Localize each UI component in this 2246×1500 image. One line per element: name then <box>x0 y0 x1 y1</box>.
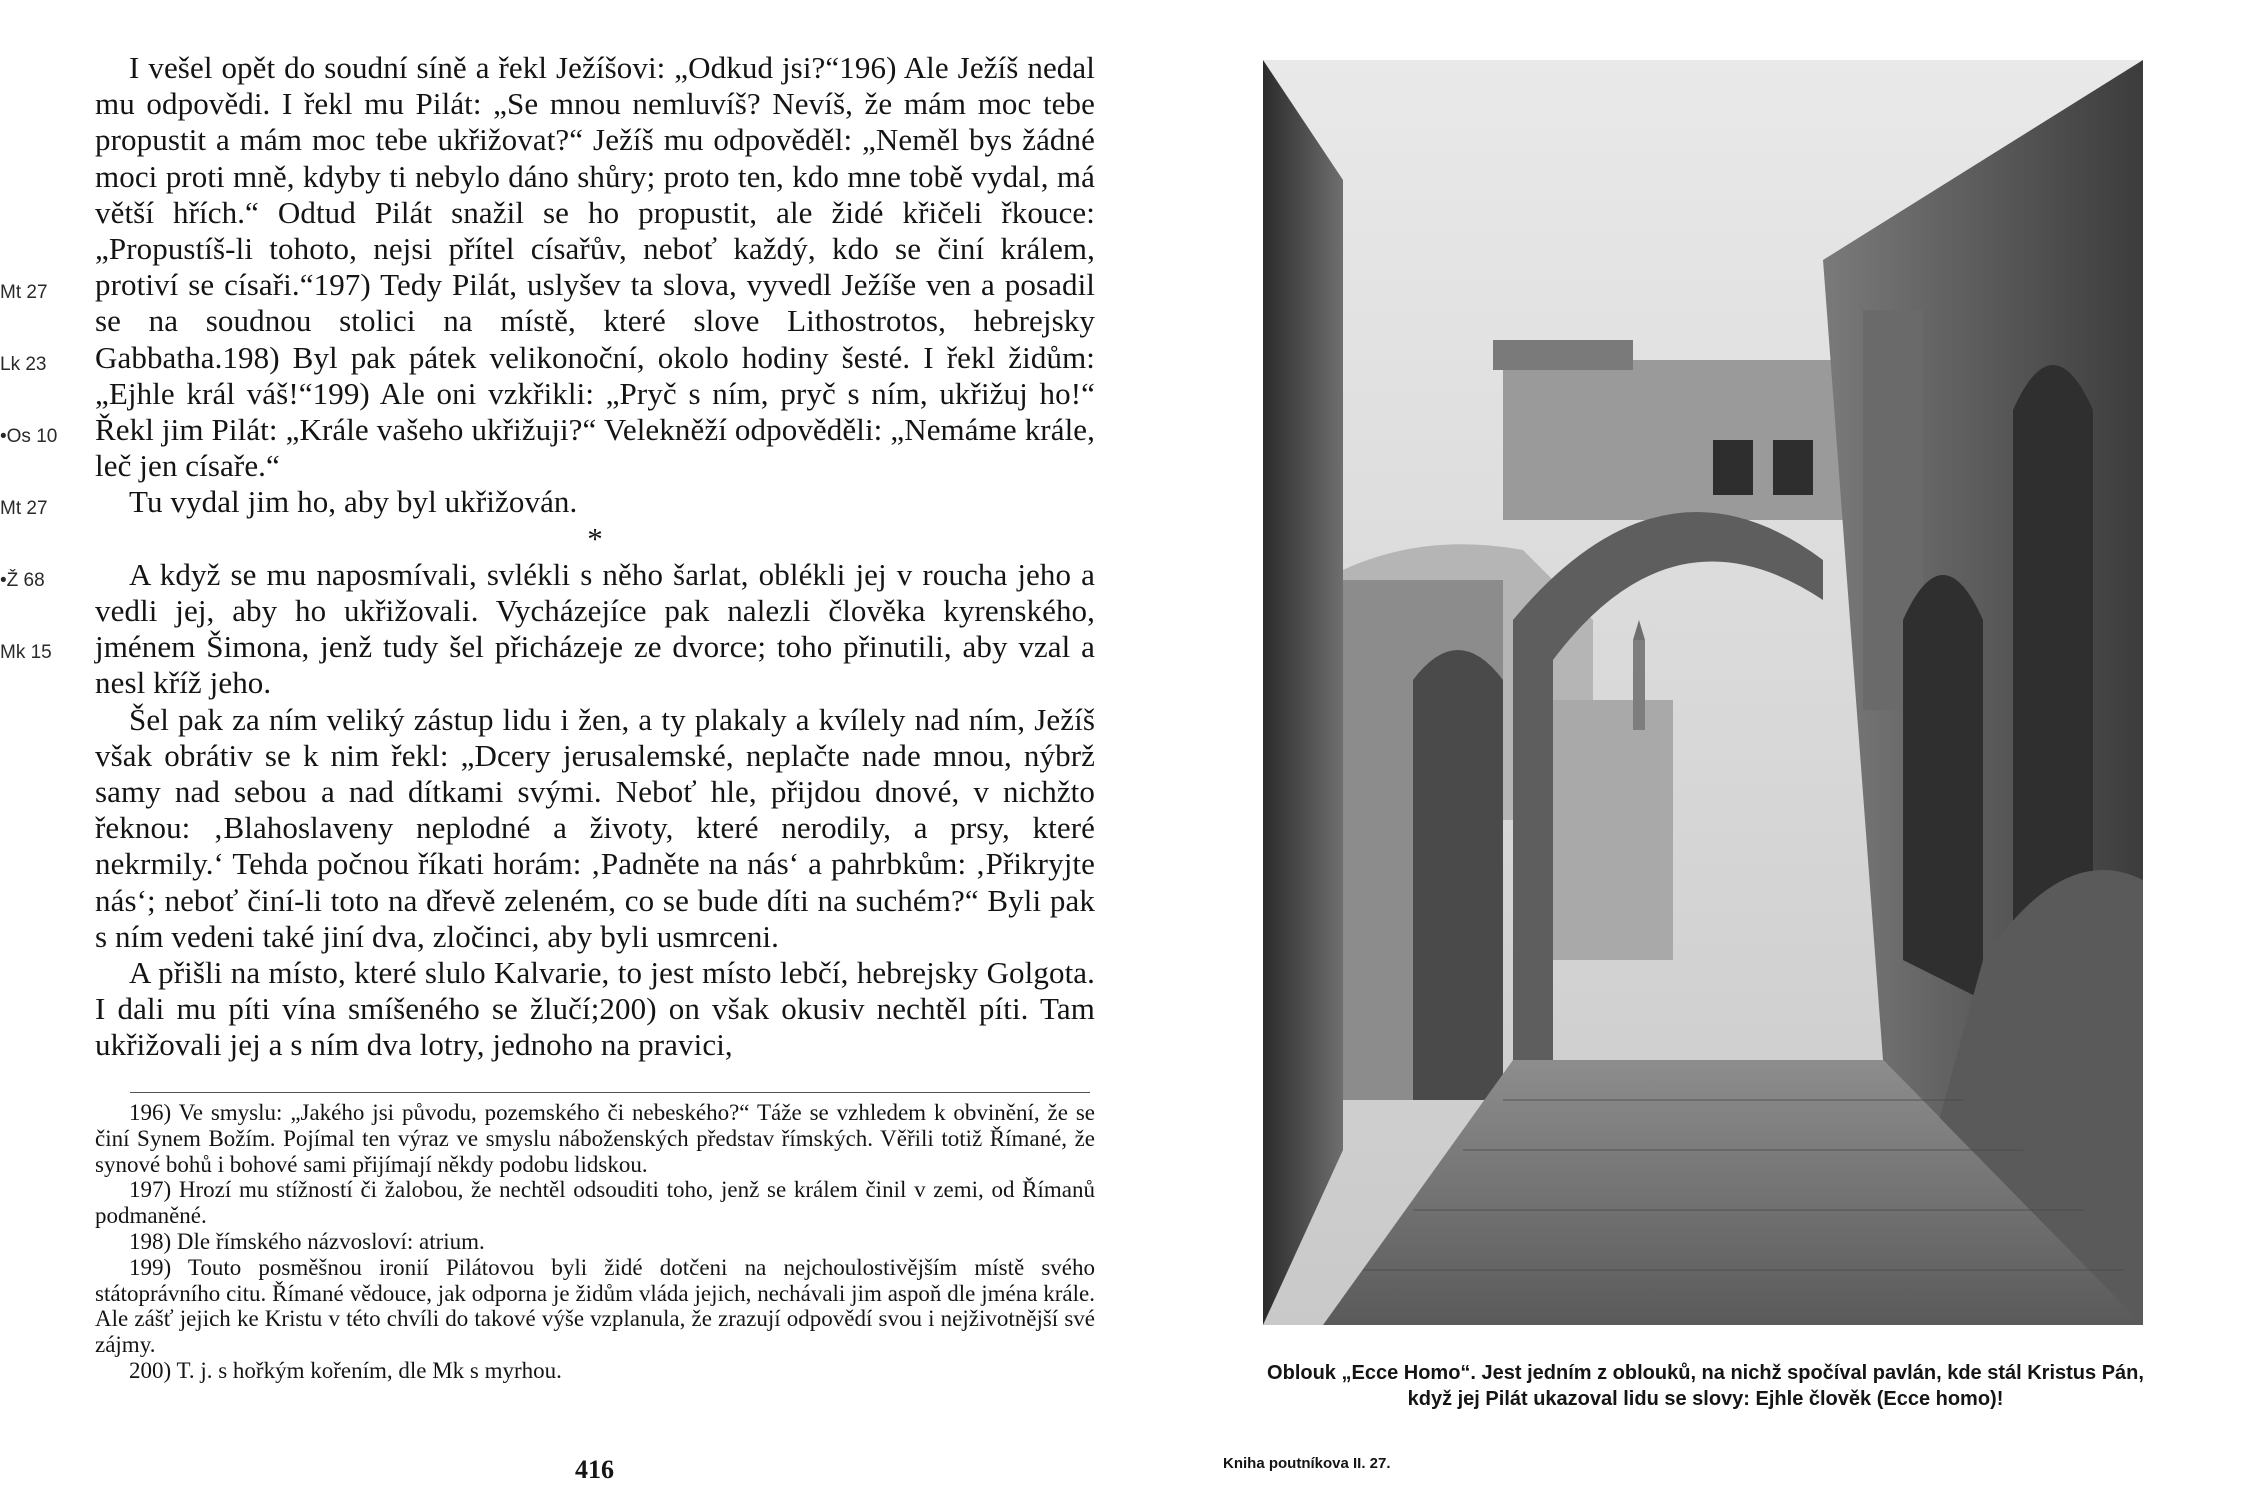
page-number: 416 <box>575 1455 614 1484</box>
street-photo-illustration <box>1263 60 2143 1325</box>
right-page <box>1123 0 2246 1500</box>
section-separator: * <box>587 520 603 556</box>
margin-ref-os10: •Os 10 <box>0 426 58 447</box>
paragraph: Šel pak za ním veliký zástup lidu i žen, a ty plakaly a kvílely nad ním, Ježíš však obrátiv se k nim řekl: „Dcery jerusalemské, neplačte nade mnou, nýbrž samy nad sebou a nad dítkami svými. Neboť hle, přijdou dnové, v nichžto řeknou: ‚Blahoslaveny neplodné a životy, které nerodily, a prsy, které nekrmily.‘ Tehda počnou říkati horám: ‚Padněte na nás‘ a pahrbkům: ‚Přikryjte nás‘; neboť činí-li toto na dřevě zeleném, co se bude díti na suchém?“ Byli pak s ním vedeni také jiní dva, zločinci, aby byli usmrceni. <box>95 701 1095 954</box>
paragraph: A přišli na místo, které slulo Kalvarie, to jest místo lebčí, hebrejsky Golgota. I dali mu píti vína smíšeného se žlučí;200) on však okusiv nechtěl píti. Tam ukřižovali jej a s ním dva lotry, jednoho na pravici, <box>95 955 1095 1063</box>
footnote: 196) Ve smyslu: „Jakého jsi původu, pozemského či nebeského?“ Táže se vzhledem k obvinění, že se činí Synem Božím. Pojímal ten výraz ve smyslu náboženských představ římských. Věřili totiž Římané, že synové bohů i bohové sami přijímají někdy podobu lidskou. <box>95 1100 1095 1177</box>
footnote: 197) Hrozí mu stížností či žalobou, že nechtěl odsouditi toho, jenž se králem činil v zemi, od Římanů podmaněné. <box>95 1177 1095 1229</box>
paragraph: I vešel opět do soudní síně a řekl Ježíšovi: „Odkud jsi?“196) Ale Ježíš nedal mu odpovědi. I řekl mu Pilát: „Se mnou nemluvíš? Nevíš, že mám moc tebe propustit a mám moc tebe ukřižovat?“ Ježíš mu odpověděl: „Neměl bys žádné moci proti mně, kdyby ti nebylo dáno shůry; proto ten, kdo mne tobě vydal, má větší hřích.“ Odtud Pilát snažil se ho propustit, ale židé křičeli řkouce: „Propustíš-li tohoto, nejsi přítel císařův, neboť každý, kdo se činí králem, protiví se císaři.“197) Tedy Pilát, uslyšev ta slova, vyvedl Ježíše ven a posadil se na soudnou stolici na místě, které slove Lithostrotos, hebrejsky Gabbatha.198) Byl pak pátek velikonoční, okolo hodiny šesté. I řekl židům: „Ejhle král váš!“199) Ale oni vzkřikli: „Pryč s ním, pryč s ním, ukřižuj ho!“ Řekl jim Pilát: „Krále vašeho ukřižuji?“ Velekněží odpověděli: „Nemáme krále, leč jen císaře.“ <box>95 50 1095 484</box>
photo-caption: Oblouk „Ecce Homo“. Jest jedním z oblouků, na nichž spočíval pavlán, kde stál Kristus Pán, když jej Pilát ukazoval lidu se slovy: Ejhle člověk (Ecce homo)! <box>1267 1362 2144 1410</box>
book-signature-mark: Kniha poutníkova II. 27. <box>1223 1455 1391 1472</box>
footnote: 199) Touto posměšnou ironií Pilátovou byli židé dotčeni na nejchoulostivějším místě svého státoprávního citu. Římané vědouce, jak odporna je židům vláda jejich, nechávali jim aspoň dle jména krále. Ale zášť jejich ke Kristu v této chvíli do takové výše vzplanula, že zrazují odpovědí svou i nejživotnější své zájmy. <box>95 1254 1095 1358</box>
margin-ref-mk15: Mk 15 <box>0 642 52 663</box>
margin-ref-z68: •Ž 68 <box>0 570 45 591</box>
footnotes <box>95 1100 1095 1384</box>
footnote: 198) Dle římského názvosloví: atrium. <box>129 1228 485 1254</box>
paragraph: Tu vydal jim ho, aby byl ukřižován. <box>129 484 578 520</box>
footnote: 200) T. j. s hořkým kořením, dle Mk s myrhou. <box>129 1357 562 1383</box>
margin-ref-mt27: Mt 27 <box>0 282 48 303</box>
margin-ref-mt27-second: Mt 27 <box>0 498 48 519</box>
ecce-homo-arch-photo <box>1263 60 2143 1325</box>
footnote-divider <box>130 1092 1090 1093</box>
main-text <box>95 50 1095 1064</box>
margin-ref-lk23: Lk 23 <box>0 354 47 375</box>
paragraph: A když se mu naposmívali, svlékli s něho šarlat, oblékli jej v roucha jeho a vedli jej, aby ho ukřižovali. Vycházejíce pak nalezli člověka kyrenského, jménem Šimona, jenž tudy šel přicházeje ze dvorce; toho přinutili, aby vzal a nesl kříž jeho. <box>95 556 1095 701</box>
